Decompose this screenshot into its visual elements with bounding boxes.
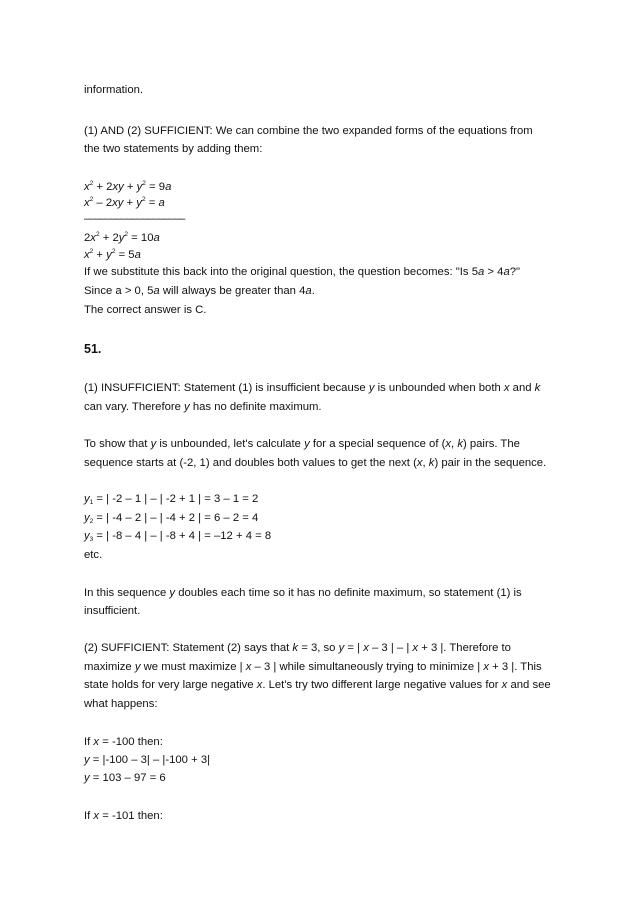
text-line: (2) SUFFICIENT: Statement (2) says that k = 3, so y = | x – 3 | – | x + 3 |. Therefore to <box>84 642 511 654</box>
text-line: To show that y is unbounded, let's calculate y for a special sequence of (x, k) pairs. The <box>84 438 520 450</box>
text-line: state holds for very large negative x. Let's try two different large negative values for x and see <box>84 679 551 691</box>
text-line: (1) AND (2) SUFFICIENT: We can combine the two expanded forms of the equations from <box>84 125 533 137</box>
equation-line: $x^2 - 2xy + y^2 = a$ <box>84 196 165 209</box>
text-line: can vary. Therefore y has no definite maximum. <box>84 401 322 413</box>
text-line: sequence starts at (-2, 1) and doubles both values to get the next (x, k) pair in the sequence. <box>84 457 547 469</box>
divider-line: ––––––––––––––––––– <box>84 213 185 225</box>
text-line: In this sequence y doubles each time so it has no definite maximum, so statement (1) is <box>84 587 522 599</box>
sequence-line: $y_2$ = | -4 – 2 | – | -4 + 2 | = 6 – 2 = 4 <box>84 512 259 525</box>
equation-line: $2x^2 + 2y^2 = 10a$ <box>84 231 160 244</box>
text-line: The correct answer is C. <box>84 304 207 316</box>
text-line: y = |-100 – 3| – |-100 + 3| <box>84 754 211 766</box>
sequence-line: $y_3$ = | -8 – 4 | – | -8 + 4 | = –12 + 4 = 8 <box>84 530 272 543</box>
text-line: insufficient. <box>84 605 141 617</box>
text-line: If x = -100 then: <box>84 736 163 748</box>
text-line: If we substitute this back into the original question, the question becomes: "Is 5a > 4a?" <box>84 266 521 278</box>
text-line: what happens: <box>84 698 158 710</box>
text-line: information. <box>84 84 144 96</box>
text-line: Since a > 0, 5a will always be greater than 4a. <box>84 285 315 297</box>
text-line: (1) INSUFFICIENT: Statement (1) is insufficient because y is unbounded when both x and k <box>84 382 541 394</box>
equation-line: $x^2 + 2xy + y^2 = 9a$ <box>84 180 172 193</box>
text-line: etc. <box>84 549 103 561</box>
sequence-line: $y_1$ = | -2 – 1 | – | -2 + 1 | = 3 – 1 = 2 <box>84 493 259 506</box>
text-line: maximize y we must maximize | x – 3 | while simultaneously trying to minimize | x + 3 |. This <box>84 661 542 673</box>
text-line: y = 103 – 97 = 6 <box>84 772 166 784</box>
text-line: the two statements by adding them: <box>84 143 263 155</box>
equation-line: $x^2 + y^2 = 5a$ <box>84 248 141 261</box>
text-line: If x = -101 then: <box>84 810 163 822</box>
question-number-heading: 51. <box>84 342 102 356</box>
